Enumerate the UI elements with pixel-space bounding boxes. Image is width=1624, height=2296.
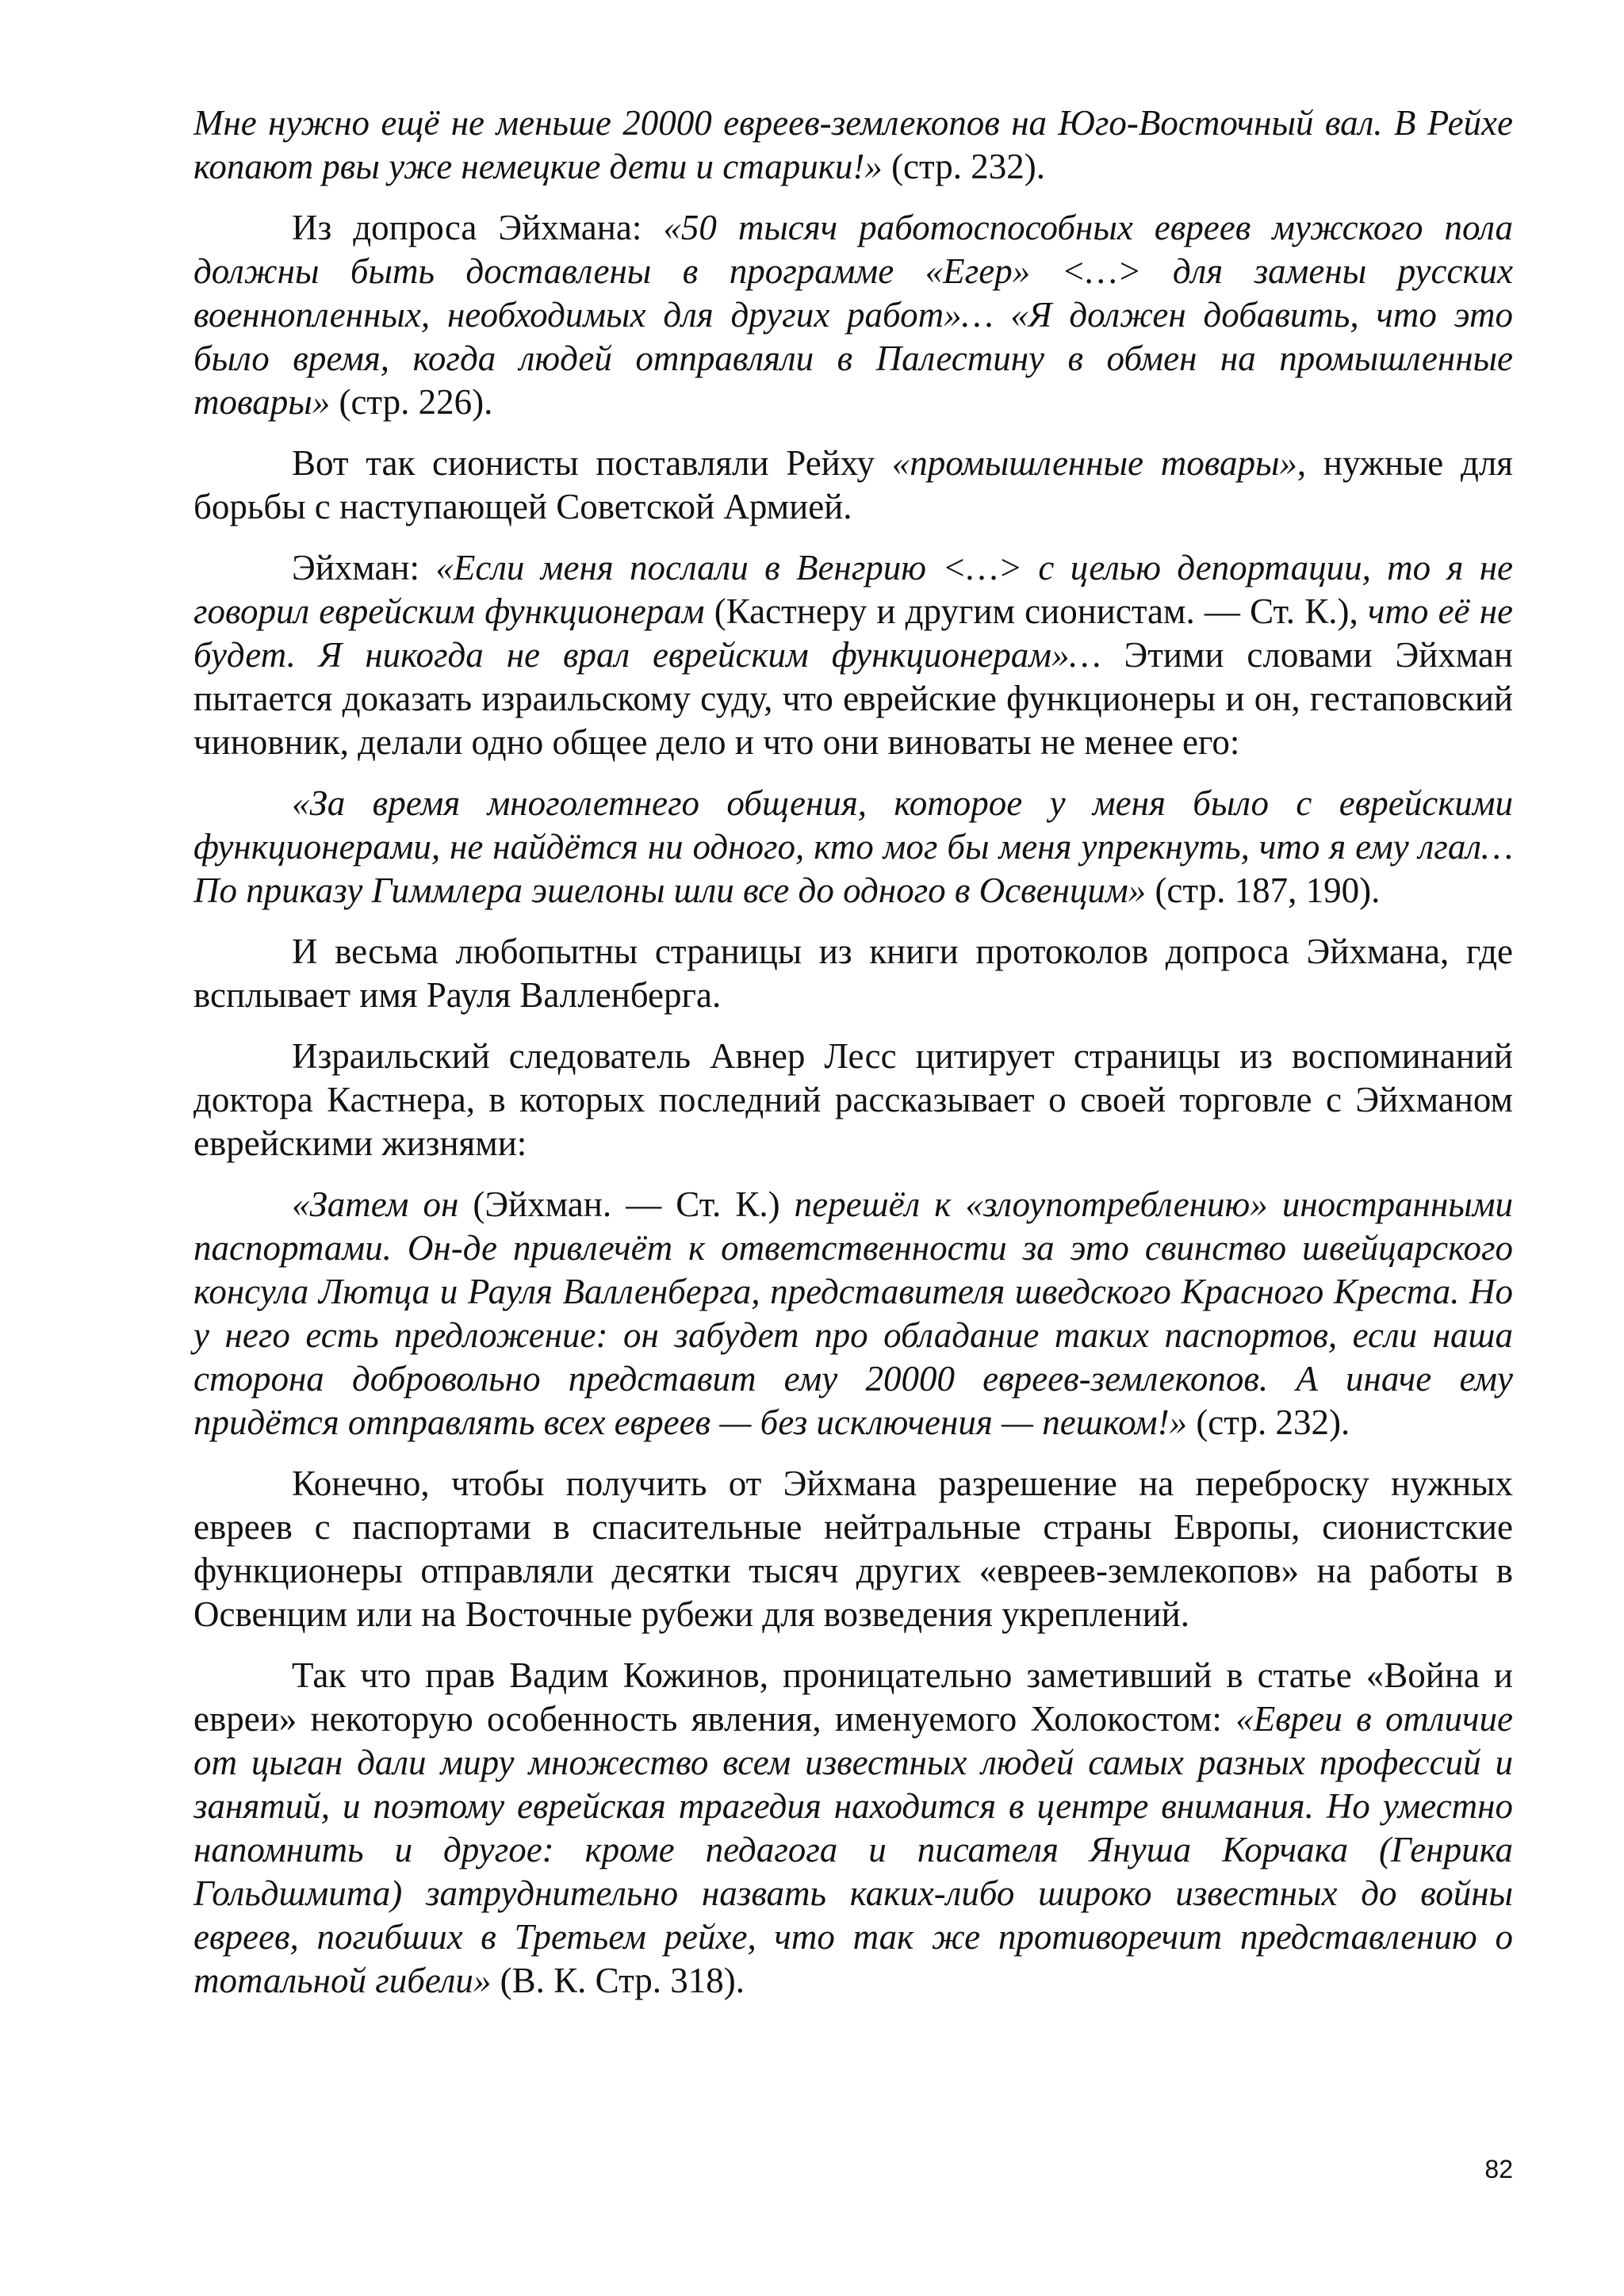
- text-run-italic: «За время многолетнего общения, которое у меня было с еврейскими функционерами, не найдётся ни одного, кто мог бы меня упрекнуть, что я ему лгал… По приказу Гиммлера эшелоны шли все до одного в Освенцим»: [193, 783, 1513, 910]
- paragraph-9: [193, 1462, 1513, 1636]
- paragraph-6: [193, 930, 1513, 1017]
- document-body: [193, 101, 1513, 2020]
- text-run: (В. К. Стр. 318).: [491, 1961, 745, 2000]
- text-run-italic: перешёл к «злоупотреблению» иностранными паспортами. Он-де привлечёт к ответственности за это свинство швейцарского консула Лютца и Рауля Валленберга, представителя шведского Красного Креста. Но у него есть предложение: он забудет про обладание таких паспортов, если наша сторона добровольно представит ему 20000 евреев-землекопов. А иначе ему придётся отправлять всех евреев — без исключения — пешком!»: [193, 1184, 1513, 1442]
- text-run: (стр. 232).: [1187, 1402, 1350, 1442]
- text-run: Этими словами Эйхман пытается доказать израильскому суду, что еврейские функционеры и он, гестаповский чиновник, делали одно общее дело и что они виноваты не менее его:: [193, 635, 1513, 762]
- paragraph-5: [193, 782, 1513, 913]
- text-run-italic: «Затем он: [292, 1184, 459, 1224]
- text-run-italic: «Если меня послали в Венгрию <…> с целью депортации, то я не говорил еврейским функционерам: [193, 548, 1514, 631]
- text-run: Вот так сионисты поставляли Рейху: [292, 443, 892, 483]
- text-run-italic: «50 тысяч работоспособных евреев мужского пола должны быть доставлены в программе «Егер» <…> для замены русских военнопленных, необходимых для других работ»… «Я должен добавить, что это было время, когда людей отправляли в Палестину в обмен на промышленные товары»: [193, 208, 1513, 422]
- paragraph-4: [193, 546, 1513, 764]
- text-run: Так что прав Вадим Кожинов, проницательно заметивший в статье «Война и евреи» некоторую особенность явления, именуемого Холокостом:: [193, 1655, 1513, 1739]
- text-run-italic: «промышленные товары»: [891, 443, 1297, 483]
- paragraph-2: [193, 206, 1513, 424]
- paragraph-3: [193, 442, 1513, 529]
- text-run: И весьма любопытны страницы из книги протоколов допроса Эйхмана, где всплывает имя Рауля Валленберга.: [193, 932, 1513, 1015]
- paragraph-10: [193, 1654, 1513, 2003]
- text-run: Из допроса Эйхмана:: [292, 208, 664, 247]
- text-run: (Эйхман. — Ст. К.): [458, 1184, 795, 1224]
- text-run: Конечно, чтобы получить от Эйхмана разрешение на переброску нужных евреев с паспортами в спасительные нейтральные страны Европы, сионистские функционеры отправляли десятки тысяч других «евреев-землекопов» на работы в Освенцим или на Восточные рубежи для возведения укреплений.: [193, 1464, 1513, 1634]
- text-run: (стр. 187, 190).: [1146, 871, 1381, 910]
- text-run-italic: «Евреи в отличие от цыган дали миру множество всем известных людей самых разных профессий и занятий, и поэтому еврейская трагедия находится в центре внимания. Но уместно напомнить и другое: кроме педагога и писателя Януша Корчака (Генрика Гольдшмита) затруднительно назвать каких-либо широко известных до войны евреев, погибших в Третьем рейхе, что так же противоречит представлению о тотальной гибели»: [193, 1699, 1513, 2000]
- text-run-italic: что её не будет. Я никогда не врал еврейским функционерам»…: [193, 591, 1513, 675]
- paragraph-1: [193, 101, 1513, 189]
- text-run-italic: Мне нужно ещё не меньше 20000 евреев-землекопов на Юго-Восточный вал. В Рейхе копают рвы уже немецкие дети и старики!»: [193, 103, 1513, 186]
- page-number: 82: [1484, 2155, 1513, 2183]
- paragraph-7: [193, 1035, 1513, 1165]
- text-run: (Кастнеру и другим сионистам. — Ст. К.),: [704, 591, 1368, 631]
- text-run: Израильский следователь Авнер Лесс цитирует страницы из воспоминаний доктора Кастнера, в которых последний рассказывает о своей торговле с Эйхманом еврейскими жизнями:: [193, 1036, 1513, 1163]
- text-run: Эйхман:: [292, 548, 436, 587]
- paragraph-8: [193, 1183, 1513, 1445]
- text-run: , нужные для борьбы с наступающей Советской Армией.: [193, 443, 1514, 526]
- text-run: (стр. 226).: [330, 382, 493, 422]
- text-run: (стр. 232).: [882, 147, 1045, 186]
